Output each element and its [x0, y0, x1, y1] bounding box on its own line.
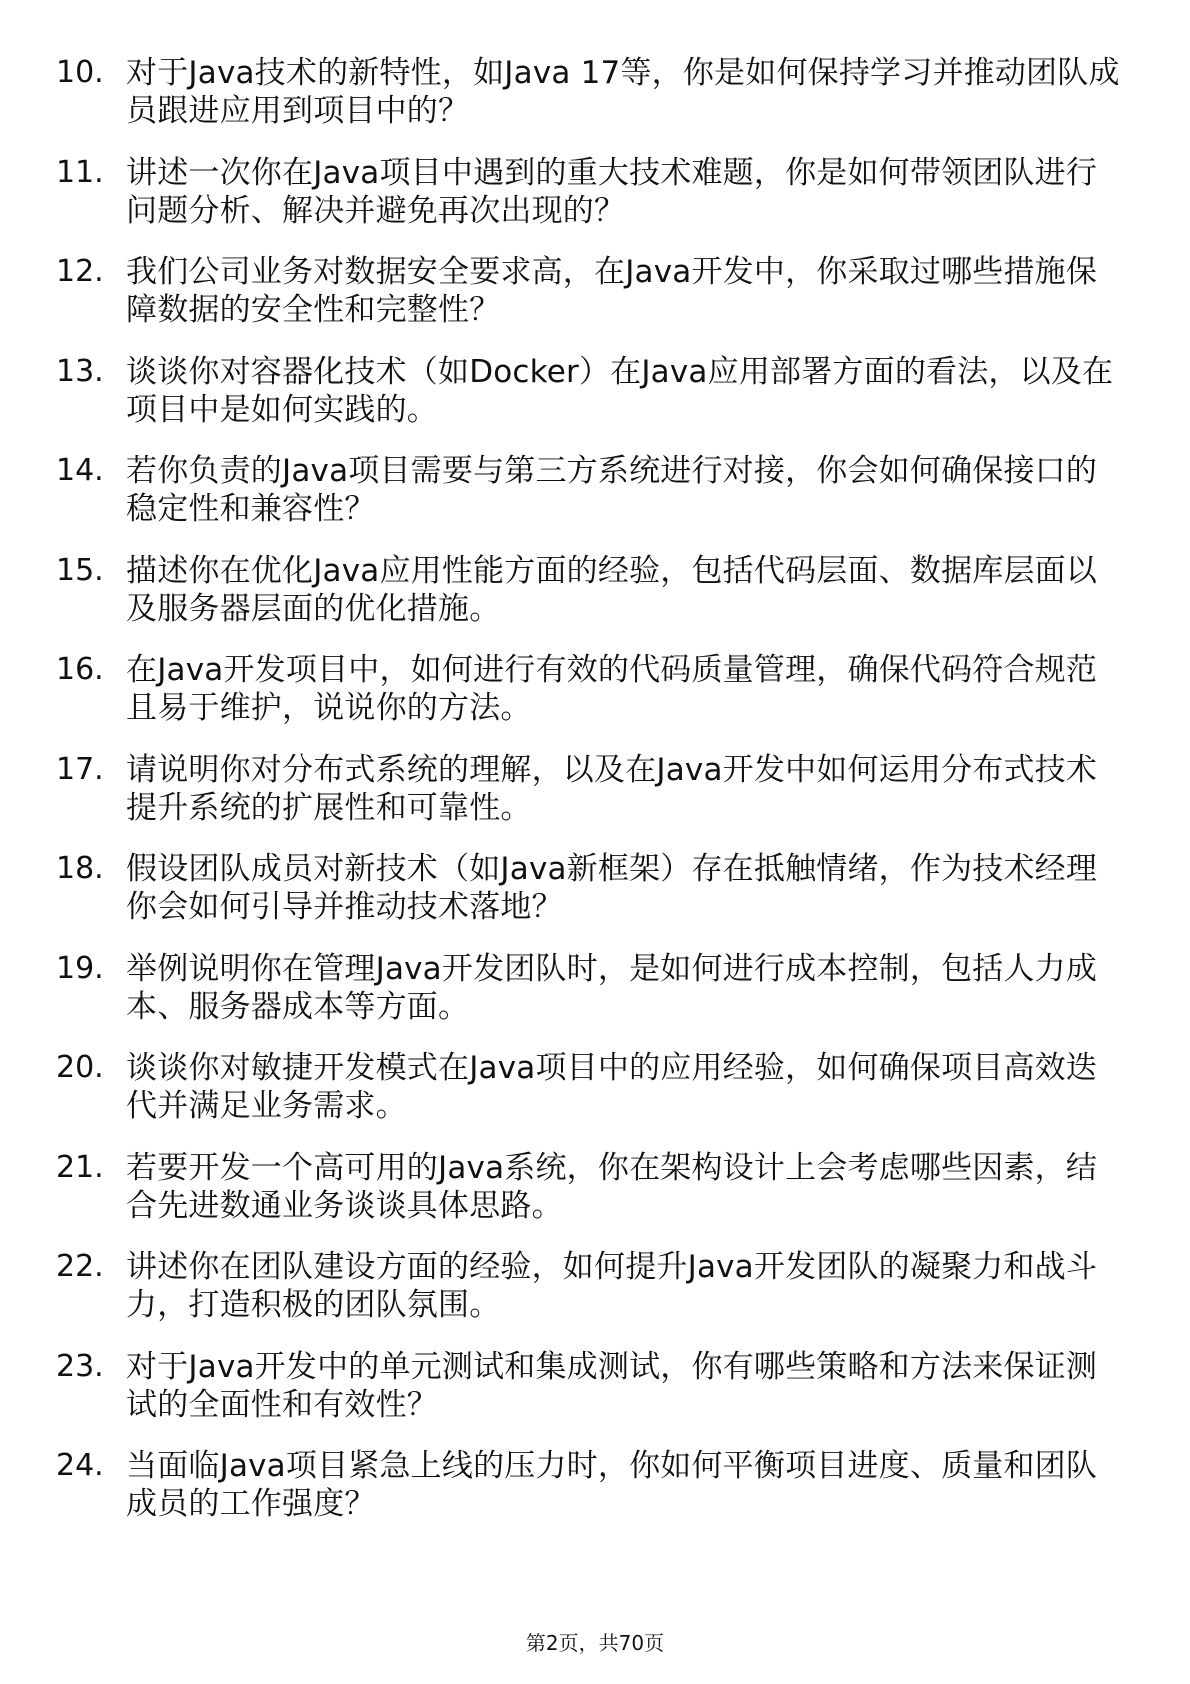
list-item — [56, 751, 1136, 827]
question-text: 讲述一次你在Java项目中遇到的重大技术难题，你是如何带领团队进行问题分析、解决并避免再次出现的？ — [126, 154, 1098, 229]
question-number: 17. — [56, 751, 104, 787]
list-item — [56, 452, 1136, 528]
question-text: 对于Java开发中的单元测试和集成测试，你有哪些策略和方法来保证测试的全面性和有效性？ — [126, 1348, 1098, 1423]
question-number: 20. — [56, 1050, 104, 1085]
list-item — [56, 353, 1136, 429]
list-item — [56, 1049, 1136, 1125]
question-text: 假设团队成员对新技术（如Java新框架）存在抵触情绪，作为技术经理你会如何引导并推动技术落地？ — [126, 851, 1098, 925]
question-number: 22. — [56, 1249, 104, 1284]
question-text: 描述你在优化Java应用性能方面的经验，包括代码层面、数据库层面以及服务器层面的优化措施。 — [126, 552, 1098, 627]
question-text: 若要开发一个高可用的Java系统，你在架构设计上会考虑哪些因素，结合先进数通业务谈谈具体思路。 — [126, 1149, 1098, 1224]
question-text: 讲述你在团队建设方面的经验，如何提升Java开发团队的凝聚力和战斗力，打造积极的团队氛围。 — [126, 1249, 1098, 1323]
question-text: 若你负责的Java项目需要与第三方系统进行对接，你会如何确保接口的稳定性和兼容性？ — [126, 453, 1098, 527]
question-number: 12. — [56, 254, 104, 289]
page-footer: 第2页，共70页 — [525, 1631, 665, 1655]
question-number: 19. — [56, 950, 104, 986]
list-item — [56, 54, 1136, 130]
list-item — [56, 552, 1136, 628]
question-number: 16. — [56, 652, 104, 687]
question-number: 21. — [56, 1149, 104, 1185]
list-item — [56, 1248, 1136, 1324]
question-text: 请说明你对分布式系统的理解，以及在Java开发中如何运用分布式技术提升系统的扩展性和可靠性。 — [126, 751, 1098, 826]
list-item — [56, 154, 1136, 230]
question-number: 14. — [56, 453, 104, 488]
question-text: 谈谈你对敏捷开发模式在Java项目中的应用经验，如何确保项目高效迭代并满足业务需求。 — [126, 1050, 1098, 1124]
list-item — [56, 253, 1136, 329]
question-number: 11. — [56, 154, 104, 190]
question-text: 我们公司业务对数据安全要求高，在Java开发中，你采取过哪些措施保障数据的安全性和完整性？ — [126, 254, 1098, 328]
question-text: 在Java开发项目中，如何进行有效的代码质量管理，确保代码符合规范且易于维护，说说你的方法。 — [126, 652, 1098, 726]
question-number: 24. — [56, 1448, 104, 1483]
list-item — [56, 950, 1136, 1026]
question-text: 谈谈你对容器化技术（如Docker）在Java应用部署方面的看法，以及在项目中是如何实践的。 — [126, 353, 1114, 428]
list-item — [56, 850, 1136, 926]
question-number: 10. — [56, 55, 104, 90]
question-text: 对于Java技术的新特性，如Java 17等，你是如何保持学习并推动团队成员跟进应用到项目中的？ — [126, 55, 1120, 129]
question-text: 当面临Java项目紧急上线的压力时，你如何平衡项目进度、质量和团队成员的工作强度？ — [126, 1448, 1098, 1522]
list-item — [56, 1348, 1136, 1424]
list-item — [56, 1149, 1136, 1225]
list-item — [56, 1447, 1136, 1523]
question-list — [56, 54, 1136, 1547]
question-number: 18. — [56, 851, 104, 886]
question-number: 15. — [56, 552, 104, 588]
question-text: 举例说明你在管理Java开发团队时，是如何进行成本控制，包括人力成本、服务器成本等方面。 — [126, 950, 1098, 1025]
question-number: 23. — [56, 1348, 104, 1384]
question-number: 13. — [56, 353, 104, 389]
list-item — [56, 651, 1136, 727]
